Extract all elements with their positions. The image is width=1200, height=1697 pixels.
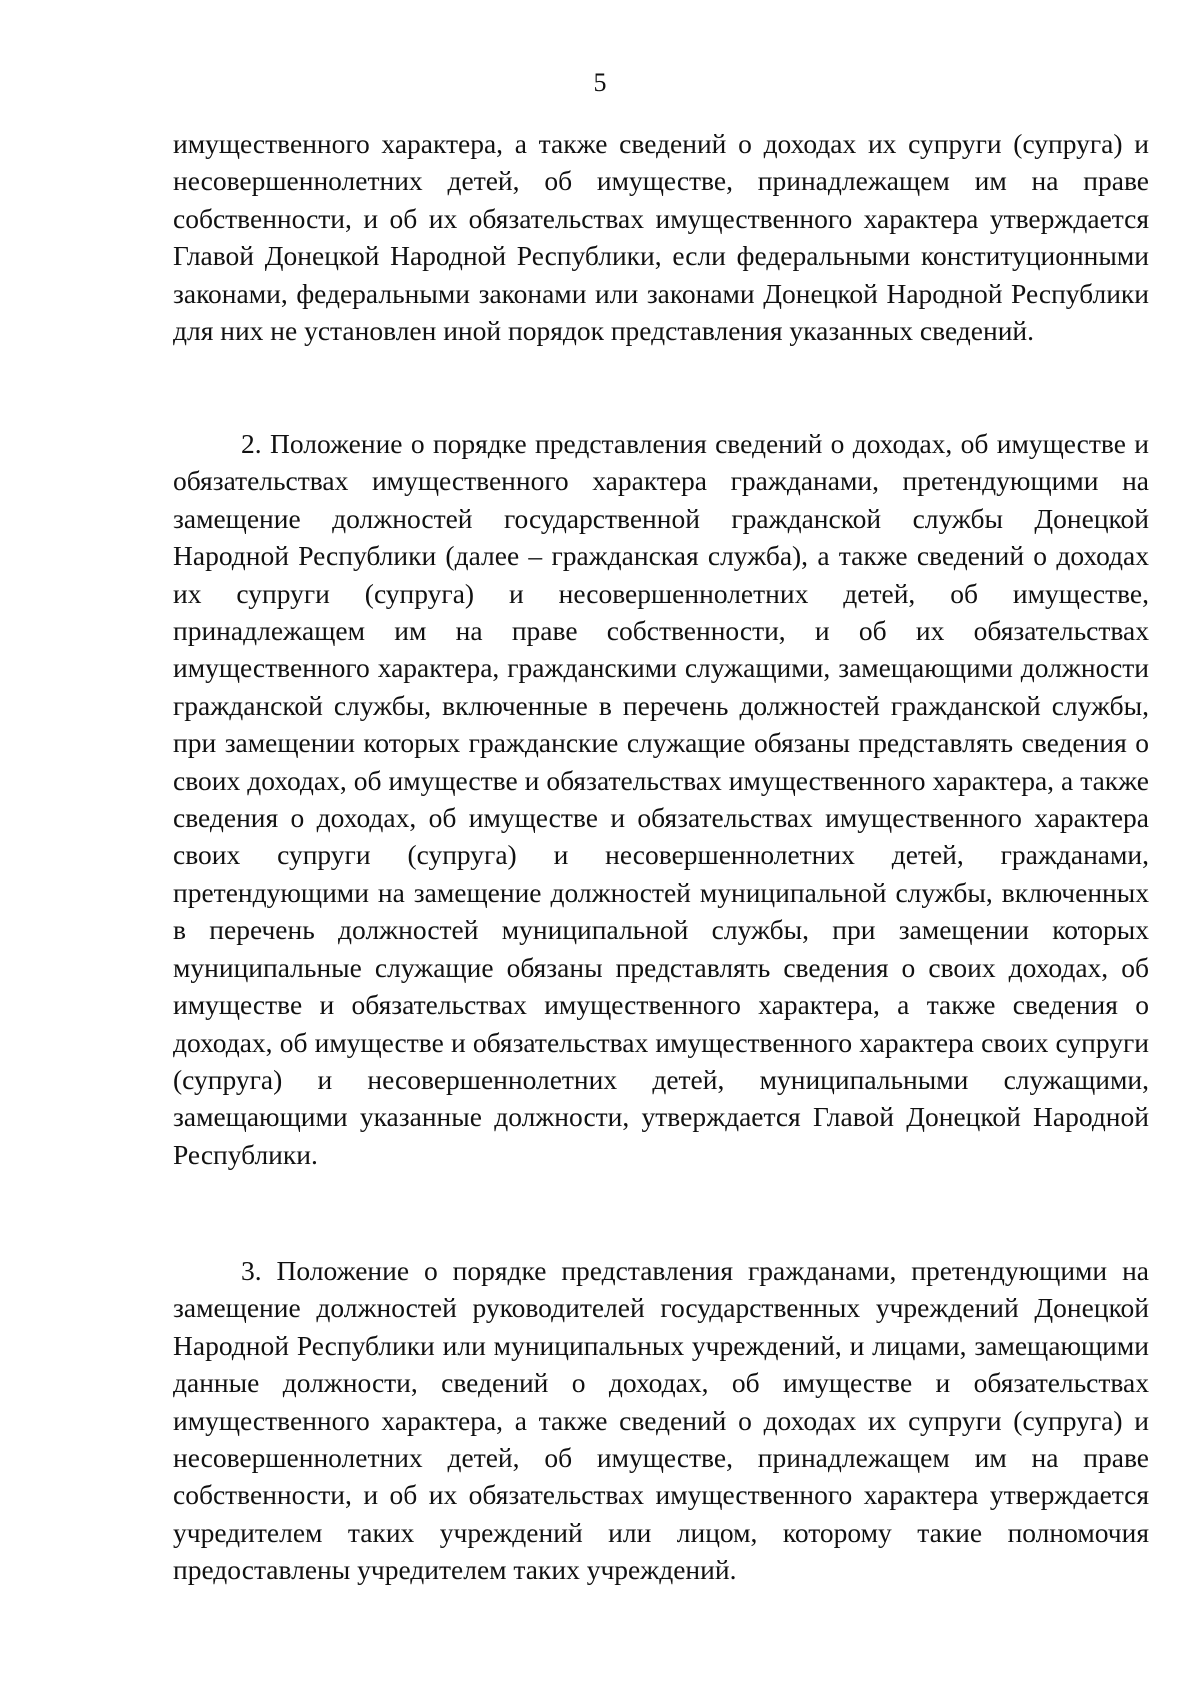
paragraph-3 (173, 1252, 1149, 1589)
paragraph-text: 2. Положение о порядке представления сведений о доходах, об имуществе и обязательствах имущественного характера гражданами, претендующими на замещение должностей государственной гражданской службы Донецкой Народной Республики (далее – гражданская служба), а также сведений о доходах их супруги (супруга) и несовершеннолетних детей, об имуществе, принадлежащем им на праве собственности, и об их обязательствах имущественного характера, гражданскими служащими, замещающими должности гражданской службы, включенные в перечень должностей гражданской службы, при замещении которых гражданские служащие обязаны представлять сведения о своих доходах, об имуществе и обязательствах имущественного характера, а также сведения о доходах, об имуществе и обязательствах имущественного характера своих супруги (супруга) и несовершеннолетних детей, гражданами, претендующими на замещение должностей муниципальной службы, включенных в перечень должностей муниципальной службы, при замещении которых муниципальные служащие обязаны представлять сведения о своих доходах, об имуществе и обязательствах имущественного характера, а также сведения о доходах, об имуществе и обязательствах имущественного характера своих супруги (супруга) и несовершеннолетних детей, муниципальными служащими, замещающими указанные должности, утверждается Главой Донецкой Народной Республики. (173, 428, 1149, 1170)
paragraph-text: 3. Положение о порядке представления гражданами, претендующими на замещение должностей руководителей государственных учреждений Донецкой Народной Республики или муниципальных учреждений, и лицами, замещающими данные должности, сведений о доходах, об имуществе и обязательствах имущественного характера, а также сведений о доходах их супруги (супруга) и несовершеннолетних детей, об имуществе, принадлежащем им на праве собственности, и об их обязательствах имущественного характера утверждается учредителем таких учреждений или лицом, которому такие полномочия предоставлены учредителем таких учреждений. (173, 1255, 1149, 1586)
paragraph-continuation (173, 125, 1149, 349)
paragraph-text: имущественного характера, а также сведений о доходах их супруги (супруга) и несовершеннолетних детей, об имуществе, принадлежащем им на праве собственности, и об их обязательствах имущественного характера утверждается Главой Донецкой Народной Республики, если федеральными конституционными законами, федеральными законами или законами Донецкой Народной Республики для них не установлен иной порядок представления указанных сведений. (173, 128, 1149, 347)
paragraph-2 (173, 425, 1149, 1173)
page-number: 5 (593, 68, 607, 97)
